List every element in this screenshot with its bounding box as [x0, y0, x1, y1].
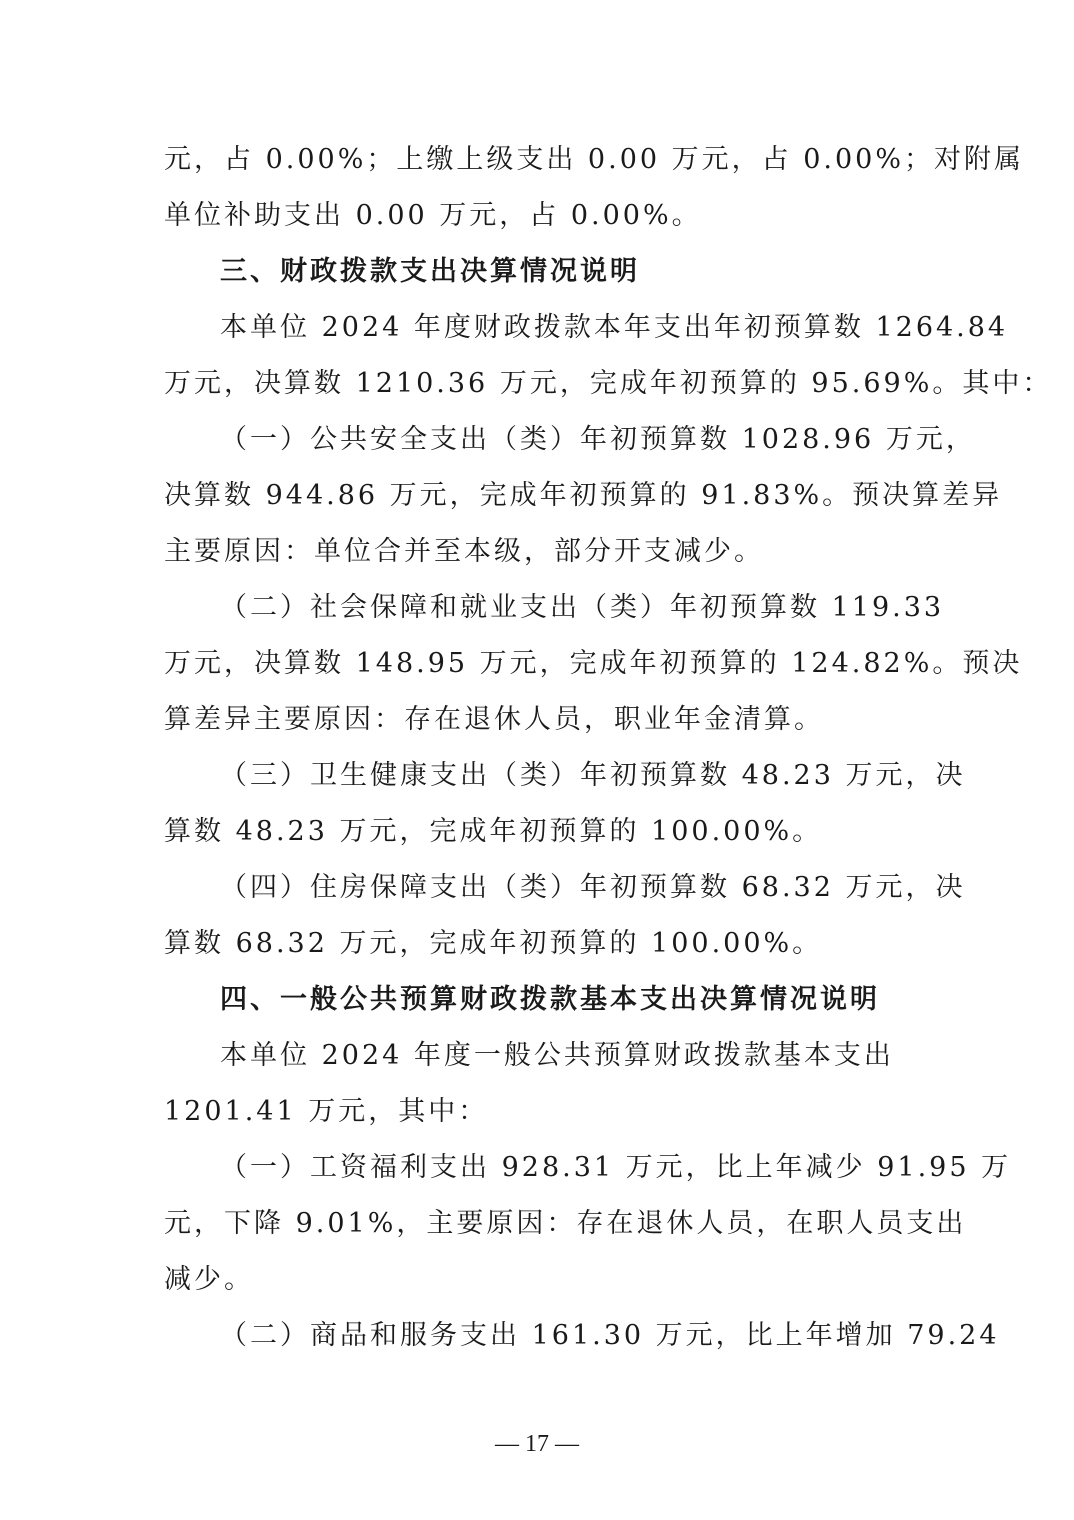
paragraph-line: 本单位 2024 年度一般公共预算财政拨款基本支出 [220, 1040, 894, 1071]
paragraph-line: （一）公共安全支出（类）年初预算数 1028.96 万元， [220, 424, 976, 455]
section-heading-3: 三、财政拨款支出决算情况说明 [220, 256, 640, 287]
paragraph-line: 万元，决算数 148.95 万元，完成年初预算的 124.82%。预决 [164, 648, 1023, 679]
paragraph-line: 算数 68.32 万元，完成年初预算的 100.00%。 [164, 928, 823, 959]
section-heading-4: 四、一般公共预算财政拨款基本支出决算情况说明 [220, 984, 880, 1015]
paragraph-line: 算差异主要原因：存在退休人员，职业年金清算。 [164, 704, 824, 735]
paragraph-line: （四）住房保障支出（类）年初预算数 68.32 万元，决 [220, 872, 966, 903]
paragraph-line: （三）卫生健康支出（类）年初预算数 48.23 万元，决 [220, 760, 966, 791]
paragraph-line: 元，占 0.00%；上缴上级支出 0.00 万元，占 0.00%；对附属 [164, 144, 1024, 175]
page-number: — 17 — [495, 1431, 579, 1457]
paragraph-line: 决算数 944.86 万元，完成年初预算的 91.83%。预决算差异 [164, 480, 1003, 511]
paragraph-line: 元，下降 9.01%，主要原因：存在退休人员，在职人员支出 [164, 1208, 967, 1239]
paragraph-line: 算数 48.23 万元，完成年初预算的 100.00%。 [164, 816, 823, 847]
paragraph-line: 万元，决算数 1210.36 万元，完成年初预算的 95.69%。其中： [164, 368, 1053, 399]
paragraph-line: 单位补助支出 0.00 万元，占 0.00%。 [164, 200, 702, 231]
paragraph-line: （二）商品和服务支出 161.30 万元，比上年增加 79.24 [220, 1320, 1000, 1351]
paragraph-line: 本单位 2024 年度财政拨款本年支出年初预算数 1264.84 [220, 312, 1009, 343]
paragraph-line: （一）工资福利支出 928.31 万元，比上年减少 91.95 万 [220, 1152, 1012, 1183]
paragraph-line: 1201.41 万元，其中： [164, 1096, 489, 1127]
paragraph-line: （二）社会保障和就业支出（类）年初预算数 119.33 [220, 592, 945, 623]
paragraph-line: 主要原因：单位合并至本级，部分开支减少。 [164, 536, 764, 567]
paragraph-line: 减少。 [164, 1264, 254, 1295]
